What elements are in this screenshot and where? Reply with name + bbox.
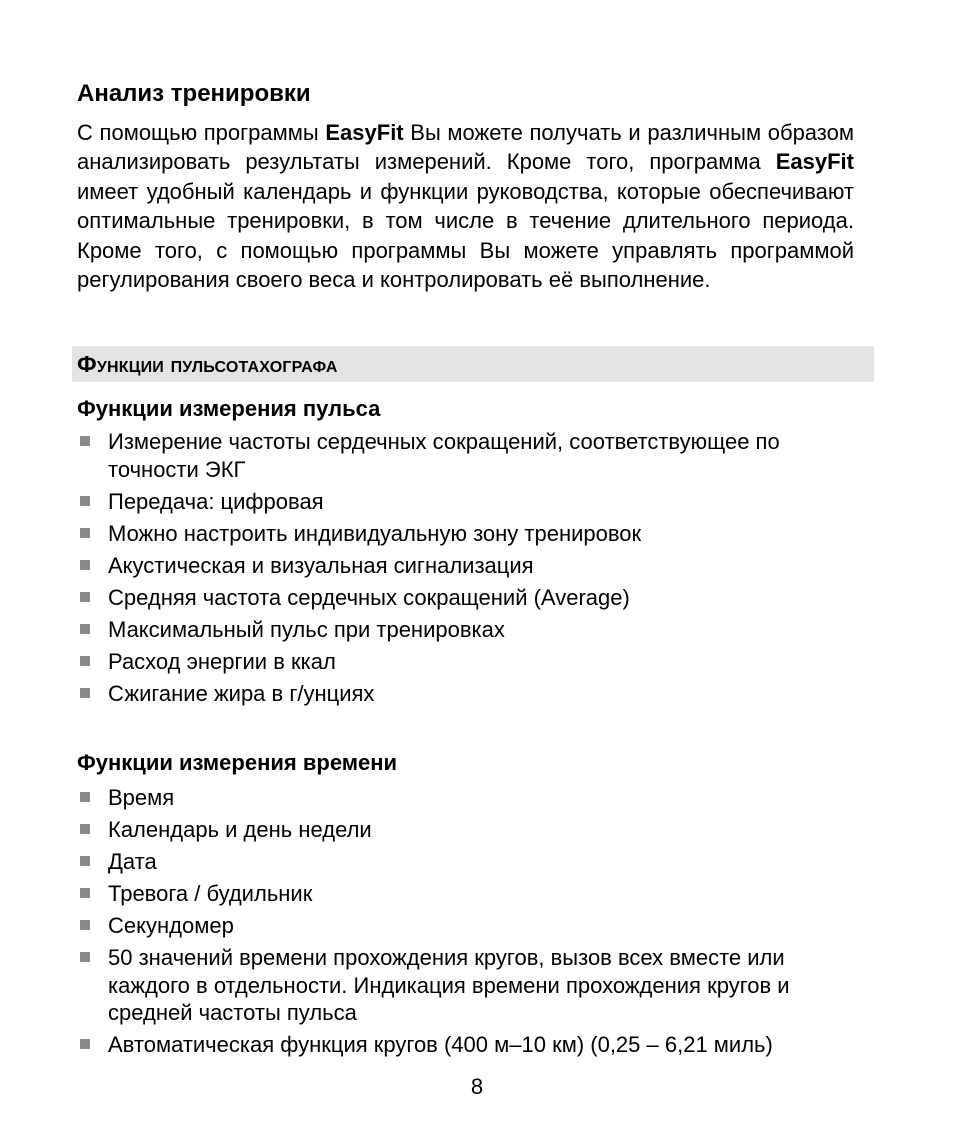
square-bullet-icon (80, 496, 90, 506)
square-bullet-icon (80, 1039, 90, 1049)
list-item (77, 784, 857, 812)
list-item-text: Секундомер (108, 913, 234, 938)
intro-paragraph (77, 118, 854, 294)
list-item-text: Сжигание жира в г/унциях (108, 680, 375, 706)
list-item-text: Измерение частоты сердечных сокращений, соответствующее по точности ЭКГ (108, 429, 780, 482)
square-bullet-icon (80, 952, 90, 962)
list-item (77, 880, 857, 908)
list-item-text: Время (108, 785, 175, 810)
square-bullet-icon (80, 436, 90, 446)
list-item (77, 584, 857, 612)
list-item-text: Тревога / будильник (108, 881, 313, 906)
list-item (77, 848, 857, 876)
list-item-text: 50 значений времени прохождения кругов, вызов всех вместе или каждого в отдельности. Индикация времени прохождения кругов и средней частоты пульса (108, 945, 790, 1025)
square-bullet-icon (80, 792, 90, 802)
brand-easyfit: EasyFit (325, 120, 404, 145)
brand-easyfit: EasyFit (775, 149, 854, 175)
list-item-text: Календарь и день недели (108, 817, 372, 842)
list-item (77, 616, 857, 644)
list-item (77, 680, 857, 708)
square-bullet-icon (80, 656, 90, 666)
square-bullet-icon (80, 824, 90, 834)
list-item (77, 912, 857, 940)
square-bullet-icon (80, 856, 90, 866)
list-item-text: Акустическая и визуальная сигнализация (108, 552, 534, 578)
list-item-text: Расход энергии в ккал (108, 648, 336, 674)
list-item (77, 816, 857, 844)
square-bullet-icon (80, 592, 90, 602)
list-item (77, 944, 857, 1027)
square-bullet-icon (80, 920, 90, 930)
list-item-text: Средняя частота сердечных сокращений (Average) (108, 584, 630, 610)
square-bullet-icon (80, 688, 90, 698)
intro-text-2: Вы можете получать и различным образом анализировать результаты измерений. Кроме того, программа (77, 120, 854, 175)
list-item-text: Автоматическая функция кругов (400 м–10 км) (0,25 – 6,21 миль) (108, 1032, 773, 1057)
list-item (77, 488, 857, 516)
square-bullet-icon (80, 888, 90, 898)
page-number: 8 (470, 1074, 484, 1099)
square-bullet-icon (80, 560, 90, 570)
list-item (77, 1031, 857, 1059)
intro-text-1: С помощью программы (77, 120, 326, 145)
pulse-functions-list (77, 428, 857, 712)
square-bullet-icon (80, 624, 90, 634)
time-functions-list (77, 784, 857, 1063)
section-title-heart-rate-monitor-functions: Функции пульсотахографа (77, 351, 338, 377)
square-bullet-icon (80, 528, 90, 538)
list-item-text: Передача: цифровая (108, 488, 324, 514)
list-item (77, 520, 857, 548)
section-title-training-analysis: Анализ тренировки (77, 80, 311, 107)
list-item-text: Можно настроить индивидуальную зону тренировок (108, 520, 642, 546)
list-item-text: Дата (108, 849, 157, 874)
list-item (77, 428, 857, 483)
subheading-time-functions: Функции измерения времени (77, 750, 398, 775)
list-item-text: Максимальный пульс при тренировках (108, 616, 505, 642)
list-item (77, 648, 857, 676)
intro-text-3: имеет удобный календарь и функции руководства, которые обеспечивают оптимальные тренировки, в том числе в течение длительного периода. Кроме того, с помощью программы Вы можете управлять программой регулирования своего веса и контролировать её выполнение. (77, 178, 854, 293)
subheading-pulse-functions: Функции измерения пульса (77, 396, 381, 421)
list-item (77, 552, 857, 580)
